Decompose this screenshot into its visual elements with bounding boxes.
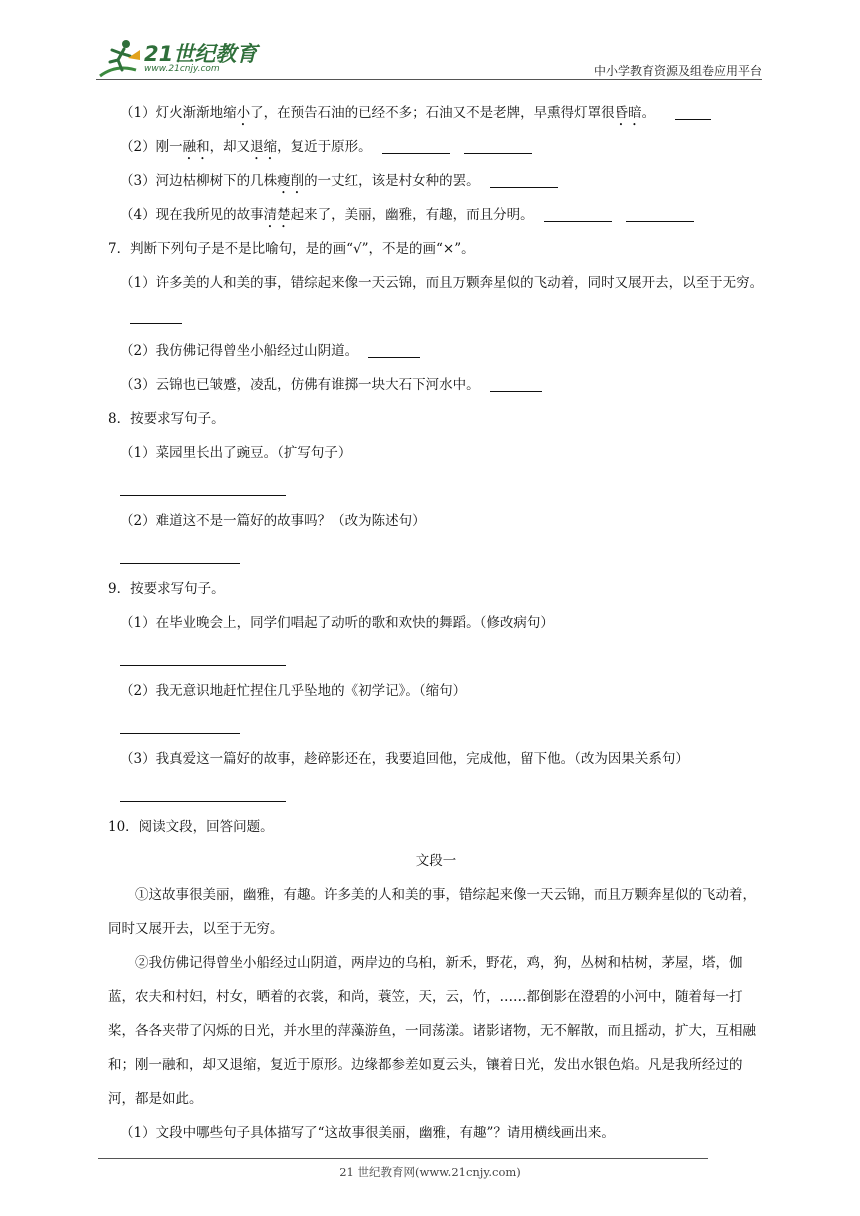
answer-line[interactable]	[108, 708, 764, 742]
q9-sentence-3: （3）我真爱这一篇好的故事，趁碎影还在，我要追回他，完成他，留下他。（改为因果关系句）	[120, 751, 689, 767]
footer-divider	[98, 1158, 708, 1159]
passage-paragraph-1: ①这故事很美丽，幽雅，有趣。许多美的人和美的事，错综起来像一天云锦，而且万颗奔星似的飞动着，同时又展开去，以至于无穷。	[108, 887, 756, 937]
q7-sentence-3: （3）云锦也已皱蹙，凌乱，仿佛有谁掷一块大石下河水中。	[108, 368, 764, 402]
q8-sentence-1: （1）菜园里长出了豌豆。（扩写句子）	[120, 445, 352, 461]
page-footer: 21 世纪教育网(www.21cnjy.com)	[339, 1165, 521, 1179]
logo-url: www.21cnjy.com	[144, 64, 220, 74]
answer-blank[interactable]	[490, 171, 558, 188]
q6-sentence-4: （4）现在我所见的故事清楚起来了，美丽，幽雅，有趣，而且分明。	[108, 198, 764, 232]
runner-logo-icon	[96, 36, 142, 80]
answer-blank[interactable]	[544, 205, 612, 222]
q6-sentence-2: （2）刚一融和，却又退缩，复近于原形。	[108, 130, 764, 164]
answer-blank[interactable]	[368, 341, 420, 358]
page-content	[108, 96, 764, 1150]
q9-sentence-2: （2）我无意识地赶忙捏住几乎坠地的《初学记》。（缩句）	[120, 683, 467, 699]
answer-blank[interactable]	[130, 307, 182, 324]
passage-paragraph-2: ②我仿佛记得曾坐小船经过山阴道，两岸边的乌桕，新禾，野花，鸡，狗，丛树和枯树，茅屋，塔，伽蓝，农夫和村妇，村女，晒着的衣裳，和尚，蓑笠，天，云，竹，……都倒影在澄碧的小河中，随着每一打桨，各各夹带了闪烁的日光，并水里的萍藻游鱼，一同荡漾。诸影诸物，无不解散，而且摇动，扩大，互相融和；刚一融和，却又退缩，复近于原形。边缘都参差如夏云头，镶着日光，发出水银色焰。凡是我所经过的河，都是如此。	[108, 955, 756, 1107]
answer-blank[interactable]	[464, 137, 532, 154]
answer-line[interactable]	[108, 470, 764, 504]
q10-question-1: （1）文段中哪些句子具体描写了“这故事很美丽，幽雅，有趣”？请用横线画出来。	[120, 1125, 615, 1141]
answer-blank[interactable]	[490, 375, 542, 392]
answer-line[interactable]	[108, 640, 764, 674]
q8-title: 8．按要求写句子。	[108, 411, 225, 427]
header-divider	[96, 79, 762, 80]
q9-sentence-1: （1）在毕业晚会上，同学们唱起了动听的歌和欢快的舞蹈。（修改病句）	[120, 615, 554, 631]
logo-text: 21世纪教育	[144, 42, 258, 66]
q6-sentence-3: （3）河边枯柳树下的几株瘦削的一丈红，该是村女种的罢。	[108, 164, 764, 198]
q8-sentence-2: （2）难道这不是一篇好的故事吗？（改为陈述句）	[120, 513, 426, 529]
answer-blank[interactable]	[675, 103, 711, 120]
page-header	[96, 36, 762, 80]
answer-line[interactable]	[108, 538, 764, 572]
answer-line[interactable]	[108, 776, 764, 810]
q10-title: 10．阅读文段，回答问题。	[108, 819, 274, 835]
q7-sentence-1: （1）许多美的人和美的事，错综起来像一天云锦，而且万颗奔星似的飞动着，同时又展开去，以至于无穷。	[108, 266, 764, 334]
answer-blank[interactable]	[382, 137, 450, 154]
platform-title: 中小学教育资源及组卷应用平台	[593, 64, 762, 78]
answer-blank[interactable]	[626, 205, 694, 222]
q9-title: 9．按要求写句子。	[108, 581, 225, 597]
site-logo	[96, 36, 266, 80]
passage-heading: 文段一	[415, 853, 457, 869]
q7-sentence-2: （2）我仿佛记得曾坐小船经过山阴道。	[108, 334, 764, 368]
q7-title: 7．判断下列句子是不是比喻句，是的画“√”，不是的画“×”。	[108, 241, 475, 257]
q6-sentence-1: （1）灯火渐渐地缩小了，在预告石油的已经不多；石油又不是老牌，早熏得灯罩很昏暗。	[108, 96, 764, 130]
